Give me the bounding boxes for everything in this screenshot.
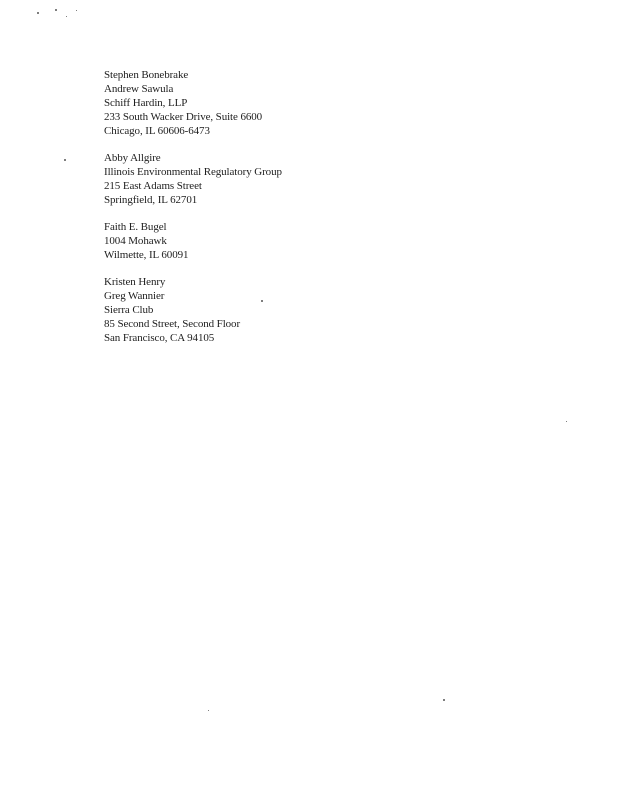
address-block-bonebrake <box>104 68 464 138</box>
address-line: Wilmette, IL 60091 <box>104 249 189 261</box>
scan-speck <box>261 300 263 302</box>
service-list <box>104 68 464 358</box>
address-line: Andrew Sawula <box>104 83 174 95</box>
address-line: Kristen Henry <box>104 276 166 288</box>
address-line: Springfield, IL 62701 <box>104 194 198 206</box>
address-line: Abby Allgire <box>104 152 161 164</box>
address-line: 1004 Mohawk <box>104 235 167 247</box>
address-line: Illinois Environmental Regulatory Group <box>104 166 282 178</box>
scan-speck <box>76 10 77 11</box>
address-line: San Francisco, CA 94105 <box>104 332 215 344</box>
scan-speck <box>37 12 39 14</box>
scan-speck <box>66 16 67 17</box>
address-line: Sierra Club <box>104 304 154 316</box>
address-line: 215 East Adams Street <box>104 180 202 192</box>
address-line: 233 South Wacker Drive, Suite 6600 <box>104 111 263 123</box>
scan-speck <box>566 421 567 422</box>
address-line: Chicago, IL 60606-6473 <box>104 125 210 137</box>
address-line: Greg Wannier <box>104 290 165 302</box>
scan-speck <box>55 9 57 11</box>
scan-speck <box>443 699 445 701</box>
address-line: Stephen Bonebrake <box>104 69 189 81</box>
scan-speck <box>64 159 66 161</box>
address-block-allgire <box>104 151 464 207</box>
address-line: Schiff Hardin, LLP <box>104 97 188 109</box>
address-block-henry <box>104 275 464 345</box>
scan-speck <box>208 710 209 711</box>
address-line: Faith E. Bugel <box>104 221 167 233</box>
address-block-bugel <box>104 220 464 262</box>
address-line: 85 Second Street, Second Floor <box>104 318 241 330</box>
